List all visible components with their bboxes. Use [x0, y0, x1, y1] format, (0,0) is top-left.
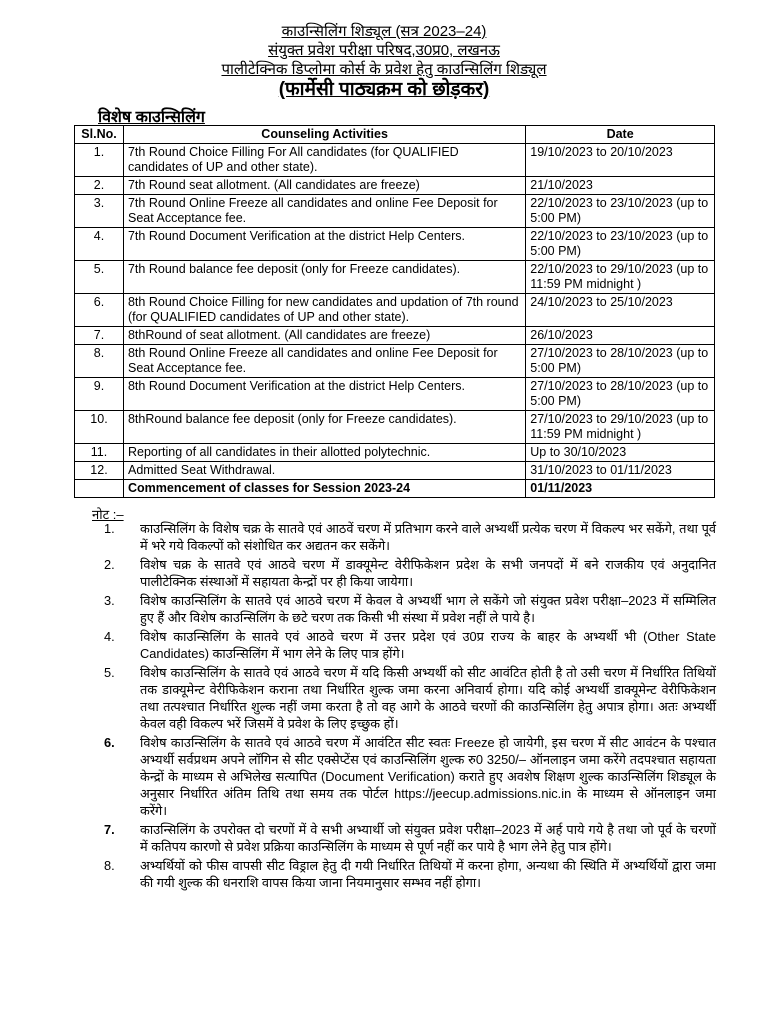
column-header-activities: Counseling Activities	[123, 126, 525, 144]
row-date: 22/10/2023 to 23/10/2023 (up to 5:00 PM)	[526, 228, 715, 261]
table-row	[75, 261, 715, 294]
header-exclusion-note: (फार्मेसी पाठ्यक्रम को छोड़कर)	[278, 79, 490, 100]
row-date: 27/10/2023 to 28/10/2023 (up to 5:00 PM)	[526, 345, 715, 378]
table-row	[75, 195, 715, 228]
table-row	[75, 144, 715, 177]
note-number: 8.	[104, 858, 115, 873]
row-date: 24/10/2023 to 25/10/2023	[526, 294, 715, 327]
note-item	[104, 821, 716, 855]
row-date: 27/10/2023 to 28/10/2023 (up to 5:00 PM)	[526, 378, 715, 411]
table-row	[75, 462, 715, 480]
row-slno: 7.	[75, 327, 124, 345]
note-item	[104, 664, 716, 732]
table-row	[75, 294, 715, 327]
schedule-table-body	[75, 144, 715, 498]
note-number: 2.	[104, 557, 115, 572]
table-header-row	[75, 126, 715, 144]
row-activity: 7th Round balance fee deposit (only for Freeze candidates).	[123, 261, 525, 294]
note-item	[104, 628, 716, 662]
row-activity: 7th Round seat allotment. (All candidates are freeze)	[123, 177, 525, 195]
row-slno: 5.	[75, 261, 124, 294]
row-date: 21/10/2023	[526, 177, 715, 195]
row-activity: 8thRound of seat allotment. (All candidates are freeze)	[123, 327, 525, 345]
note-text: विशेष काउन्सिलिंग के सातवे एवं आठवे चरण में उत्तर प्रदेश एवं उ0प्र राज्य के बाहर के अभ्यर्थी भी (Other State Candidates) काउन्सिलिंग में भाग लेने के लिए पात्र होंगे।	[140, 629, 716, 661]
row-activity: Commencement of classes for Session 2023-24	[123, 480, 525, 498]
table-row	[75, 228, 715, 261]
row-slno: 12.	[75, 462, 124, 480]
table-row	[75, 480, 715, 498]
note-item	[104, 734, 716, 819]
header-schedule-title: काउन्सिलिंग शिड्यूल (सत्र 2023–24)	[281, 23, 487, 40]
table-row	[75, 327, 715, 345]
note-item	[104, 520, 716, 554]
table-row	[75, 411, 715, 444]
column-header-slno: Sl.No.	[75, 126, 124, 144]
row-activity: Admitted Seat Withdrawal.	[123, 462, 525, 480]
notes-list	[104, 520, 716, 893]
document-header	[0, 22, 768, 101]
row-slno: 6.	[75, 294, 124, 327]
row-slno: 3.	[75, 195, 124, 228]
note-number: 3.	[104, 593, 115, 608]
row-activity: 8th Round Document Verification at the district Help Centers.	[123, 378, 525, 411]
note-text: विशेष काउन्सिलिंग के सातवे एवं आठवे चरण में केवल वे अभ्यर्थी भाग ले सकेंगे जो संयुक्त प्रवेश परीक्षा–2023 में सम्मिलित हुए हैं और विशेष काउन्सिलिंग के छटे चरण तक किसी भी संस्था में प्रवेश नहीं ले पाये है।	[140, 593, 716, 625]
note-number: 7.	[104, 822, 115, 837]
note-number: 6.	[104, 735, 115, 750]
row-date: Up to 30/10/2023	[526, 444, 715, 462]
note-item	[104, 592, 716, 626]
row-date: 27/10/2023 to 29/10/2023 (up to 11:59 PM midnight )	[526, 411, 715, 444]
note-text: विशेष काउन्सिलिंग के सातवे एवं आठवे चरण में यदि किसी अभ्यर्थी को सीट आवंटित होती है तो उसी चरण में निर्धारित तिथियों तक डाक्यूमेन्ट वेरीफिकेशन कराना तथा निर्धारित शुल्क जमा करना अनिवार्य होगा। यदि कोई अभ्यर्थी डाक्यूमेन्ट वेरीफिकेशन तथा तत्पश्चात निर्धारित शुल्क नहीं जमा करता है तो वह आगे के आठवे चरणों की काउन्सिलिंग हेतु अपात्र होगा। अतः अभ्यर्थी केवल वही विकल्प भरें जिसमें वे प्रवेश के लिए इच्छुक हों।	[140, 665, 716, 731]
row-date: 19/10/2023 to 20/10/2023	[526, 144, 715, 177]
row-date: 31/10/2023 to 01/11/2023	[526, 462, 715, 480]
table-row	[75, 177, 715, 195]
note-item	[104, 857, 716, 891]
row-activity: 8th Round Choice Filling for new candidates and updation of 7th round (for QUALIFIED candidates of UP and other state).	[123, 294, 525, 327]
note-number: 5.	[104, 665, 115, 680]
note-label: नोट :–	[92, 507, 124, 522]
note-text: काउन्सिलिंग के विशेष चक्र के सातवे एवं आठवें चरण में प्रतिभाग करने वाले अभ्यर्थी प्रत्येक चरण में विकल्प भर सकेंगे, तथा पूर्व में भरे गये विकल्पों को संशोधित कर अद्यतन कर सकेंगे।	[140, 521, 716, 553]
note-text: विशेष काउन्सिलिंग के सातवे एवं आठवे चरण में आवंटित सीट स्वतः Freeze हो जायेगी, इस चरण में सीट आवंटन के पश्चात अभ्यर्थी सर्वप्रथम अपने लॉगिन से सीट एक्सेप्टेंस एवं काउन्सिलिंग शुल्क रु0 3250/– ऑनलाइन जमा करेंगे तदपश्चात सहायता केन्द्रों के माध्यम से अभिलेख सत्यापित (Document Verification) कराते हुए अवशेष शिक्षण शुल्क काउन्सिलिंग शिड्यूल के अनुसार निर्धारित अंतिम तिथि तथा समय तक पोर्टल https://jeecup.admissions.nic.in के माध्यम से ऑनलाइन जमा करेंगे।	[140, 735, 716, 818]
row-slno: 2.	[75, 177, 124, 195]
note-item	[104, 556, 716, 590]
note-text: विशेष चक्र के सातवे एवं आठवे चरण में डाक्यूमेन्ट वेरीफिकेशन प्रदेश के सभी जनपदों में बने राजकीय एवं अनुदानित पालीटेक्निक संस्थाओं में सहायता केन्द्रों पर ही किया जायेगा।	[140, 557, 716, 589]
row-slno: 10.	[75, 411, 124, 444]
row-slno: 8.	[75, 345, 124, 378]
header-course-title: पालीटेक्निक डिप्लोमा कोर्स के प्रवेश हेतु काउन्सिलिंग शिड्यूल	[221, 61, 547, 78]
table-row	[75, 444, 715, 462]
header-organization: संयुक्त प्रवेश परीक्षा परिषद,उ0प्र0, लखनऊ	[268, 42, 500, 59]
row-slno: 9.	[75, 378, 124, 411]
note-text: अभ्यर्थियों को फीस वापसी सीट विड्राल हेतु दी गयी निर्धारित तिथियों में करना होगा, अन्यथा की स्थिति में अभ्यर्थियों द्वारा जमा की गयी शुल्क की धनराशि वापस किया जाना नियमानुसार सम्भव नहीं होगा।	[140, 858, 716, 890]
table-row	[75, 345, 715, 378]
row-activity: 7th Round Choice Filling For All candidates (for QUALIFIED candidates of UP and other state).	[123, 144, 525, 177]
row-slno	[75, 480, 124, 498]
row-date: 22/10/2023 to 29/10/2023 (up to 11:59 PM midnight )	[526, 261, 715, 294]
section-title: विशेष काउन्सिलिंग	[98, 109, 205, 126]
row-activity: 7th Round Online Freeze all candidates and online Fee Deposit for Seat Acceptance fee.	[123, 195, 525, 228]
schedule-table	[74, 125, 715, 498]
table-row	[75, 378, 715, 411]
row-activity: 7th Round Document Verification at the district Help Centers.	[123, 228, 525, 261]
row-slno: 1.	[75, 144, 124, 177]
note-number: 4.	[104, 629, 115, 644]
row-date: 22/10/2023 to 23/10/2023 (up to 5:00 PM)	[526, 195, 715, 228]
row-activity: Reporting of all candidates in their allotted polytechnic.	[123, 444, 525, 462]
row-slno: 4.	[75, 228, 124, 261]
row-slno: 11.	[75, 444, 124, 462]
note-text: काउन्सिलिंग के उपरोक्त दो चरणों में वे सभी अभ्यार्थी जो संयुक्त प्रवेश परीक्षा–2023 में अर्ह पाये गये है तथा जो पूर्व के चरणों में कतिपय कारणो से प्रवेश प्रक्रिया काउन्सिलिंग के माध्यम से पूर्ण नहीं कर पाये है भाग लेने हेतु पात्र होंगे।	[140, 822, 716, 854]
note-number: 1.	[104, 521, 115, 536]
row-activity: 8th Round Online Freeze all candidates and online Fee Deposit for Seat Acceptance fee.	[123, 345, 525, 378]
row-date: 26/10/2023	[526, 327, 715, 345]
row-date: 01/11/2023	[526, 480, 715, 498]
row-activity: 8thRound balance fee deposit (only for Freeze candidates).	[123, 411, 525, 444]
column-header-date: Date	[526, 126, 715, 144]
